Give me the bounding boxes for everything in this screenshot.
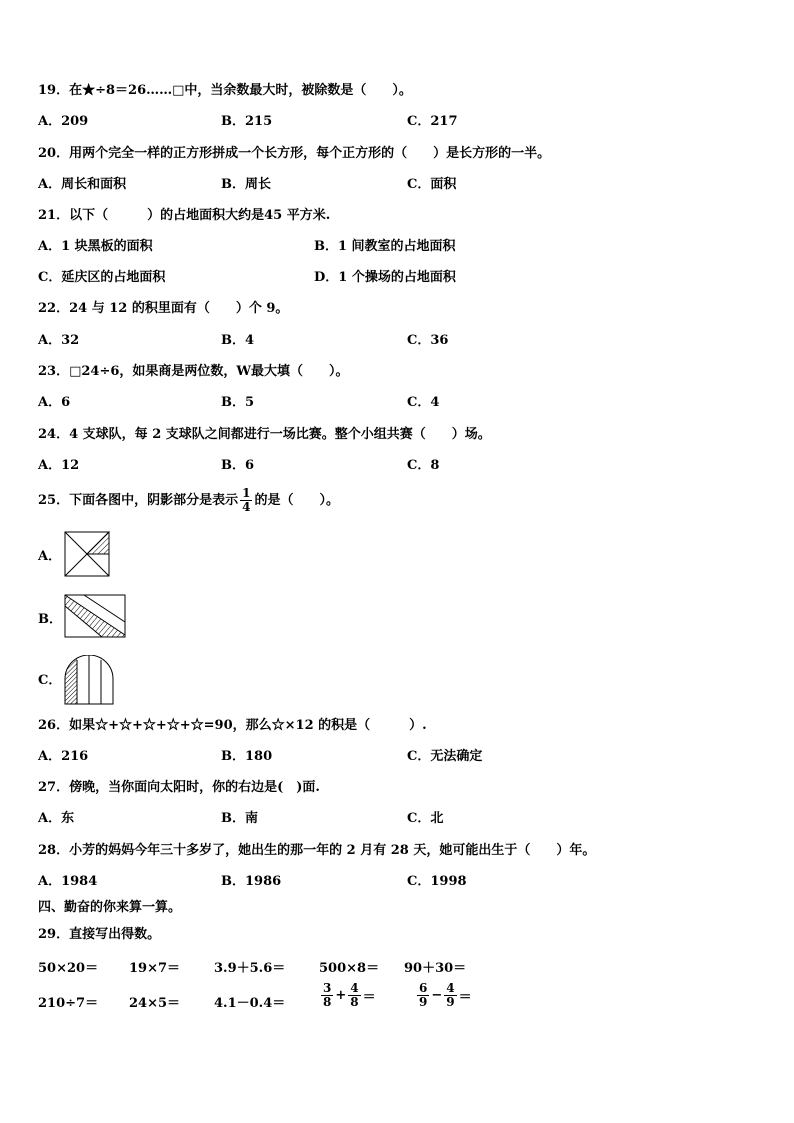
option-a: A．6: [38, 395, 71, 410]
option-a: A．东: [38, 811, 75, 826]
option-b: B．1 间教室的占地面积: [314, 239, 456, 254]
calc-item: 4.1－0.4＝: [214, 996, 286, 1011]
rectangle-band-figure: [64, 594, 126, 638]
calc-item: 3.9＋5.6＝: [214, 961, 286, 976]
question-23: 23．□24÷6，如果商是两位数，W最大填（ ）。: [38, 364, 349, 379]
option-b: B．1986: [221, 874, 282, 889]
option-b: B．周长: [221, 177, 271, 192]
option-c: C．217: [407, 114, 458, 129]
calc-item: 500×8＝: [319, 961, 380, 976]
option-a: A．209: [38, 114, 89, 129]
question-28: 28．小芳的妈妈今年三十多岁了，她出生的那一年的 2 月有 28 天，她可能出生于（ ）年。: [38, 843, 596, 858]
option-c: C．面积: [407, 177, 457, 192]
option-b: B．215: [221, 114, 273, 129]
fraction-denominator: 9: [446, 995, 455, 1009]
question-27: 27．傍晚，当你面向太阳时，你的右边是( )面.: [38, 780, 320, 795]
option-c: C．36: [407, 333, 449, 348]
option-b: B．180: [221, 749, 273, 764]
question-24: 24．4 支球队，每 2 支球队之间都进行一场比赛。整个小组共赛（ ）场。: [38, 427, 491, 442]
option-b-label: B．: [38, 612, 62, 627]
question-25-text-after: 的是（ ）。: [254, 493, 339, 508]
option-c: C．延庆区的占地面积: [38, 270, 166, 285]
option-b: B．4: [221, 333, 255, 348]
question-20: 20．用两个完全一样的正方形拼成一个长方形，每个正方形的（ ）是长方形的一半。: [38, 146, 551, 161]
option-a: A．1 块黑板的面积: [38, 239, 153, 254]
fraction-denominator: 4: [242, 500, 251, 514]
question-19: 19．在★÷8＝26……□中，当余数最大时，被除数是（ ）。: [38, 83, 412, 98]
option-c: C．无法确定: [407, 749, 483, 764]
option-a: A．12: [38, 458, 80, 473]
calc-item: 50×20＝: [38, 961, 99, 976]
question-21: 21．以下（ ）的占地面积大约是45 平方米.: [38, 208, 331, 223]
fraction-numerator: 4: [350, 981, 359, 995]
operator: −: [431, 988, 443, 1003]
fraction: [444, 982, 456, 1009]
question-25-text-before: 25．下面各图中，阴影部分是表示: [38, 493, 239, 508]
fraction-numerator: 3: [323, 981, 332, 995]
option-a: A．周长和面积: [38, 177, 127, 192]
fraction-difference-item: [415, 982, 472, 1009]
option-b: B．5: [221, 395, 255, 410]
fraction-one-quarter: [240, 487, 252, 514]
square-diagonal-figure: [64, 531, 110, 577]
fraction-numerator: 1: [242, 486, 251, 500]
fraction: [321, 982, 333, 1009]
fraction-denominator: 9: [419, 995, 428, 1009]
question-25: [38, 486, 339, 516]
equals-sign: ＝: [458, 990, 472, 1005]
calc-item: 210÷7＝: [38, 996, 99, 1011]
option-b: B．南: [221, 811, 258, 826]
section-4-title: 四、勤奋的你来算一算。: [38, 900, 182, 915]
option-a: A．1984: [38, 874, 98, 889]
question-22: 22．24 与 12 的积里面有（ ）个 9。: [38, 301, 289, 316]
question-29: 29．直接写出得数。: [38, 927, 161, 942]
option-c: C．北: [407, 811, 444, 826]
operator: +: [335, 988, 347, 1003]
option-c: C．8: [407, 458, 440, 473]
fraction-sum-item: [319, 982, 376, 1009]
fraction: [417, 982, 429, 1009]
calc-item: 90＋30＝: [404, 961, 467, 976]
option-a: A．32: [38, 333, 80, 348]
fraction-denominator: 8: [350, 995, 359, 1009]
calc-item: 19×7＝: [129, 961, 181, 976]
option-a-label: A．: [38, 549, 62, 564]
option-c-label: C．: [38, 673, 62, 688]
option-c: C．4: [407, 395, 440, 410]
option-b: B．6: [221, 458, 255, 473]
fraction-numerator: 6: [419, 981, 428, 995]
question-26: 26．如果☆+☆+☆+☆+☆=90，那么☆×12 的积是（ ）.: [38, 718, 427, 733]
option-a: A．216: [38, 749, 89, 764]
calc-item: 24×5＝: [129, 996, 181, 1011]
arch-figure: [64, 655, 114, 705]
equals-sign: ＝: [362, 990, 376, 1005]
fraction: [348, 982, 360, 1009]
option-c: C．1998: [407, 874, 467, 889]
fraction-numerator: 4: [446, 981, 455, 995]
option-d: D．1 个操场的占地面积: [314, 270, 456, 285]
fraction-denominator: 8: [323, 995, 332, 1009]
